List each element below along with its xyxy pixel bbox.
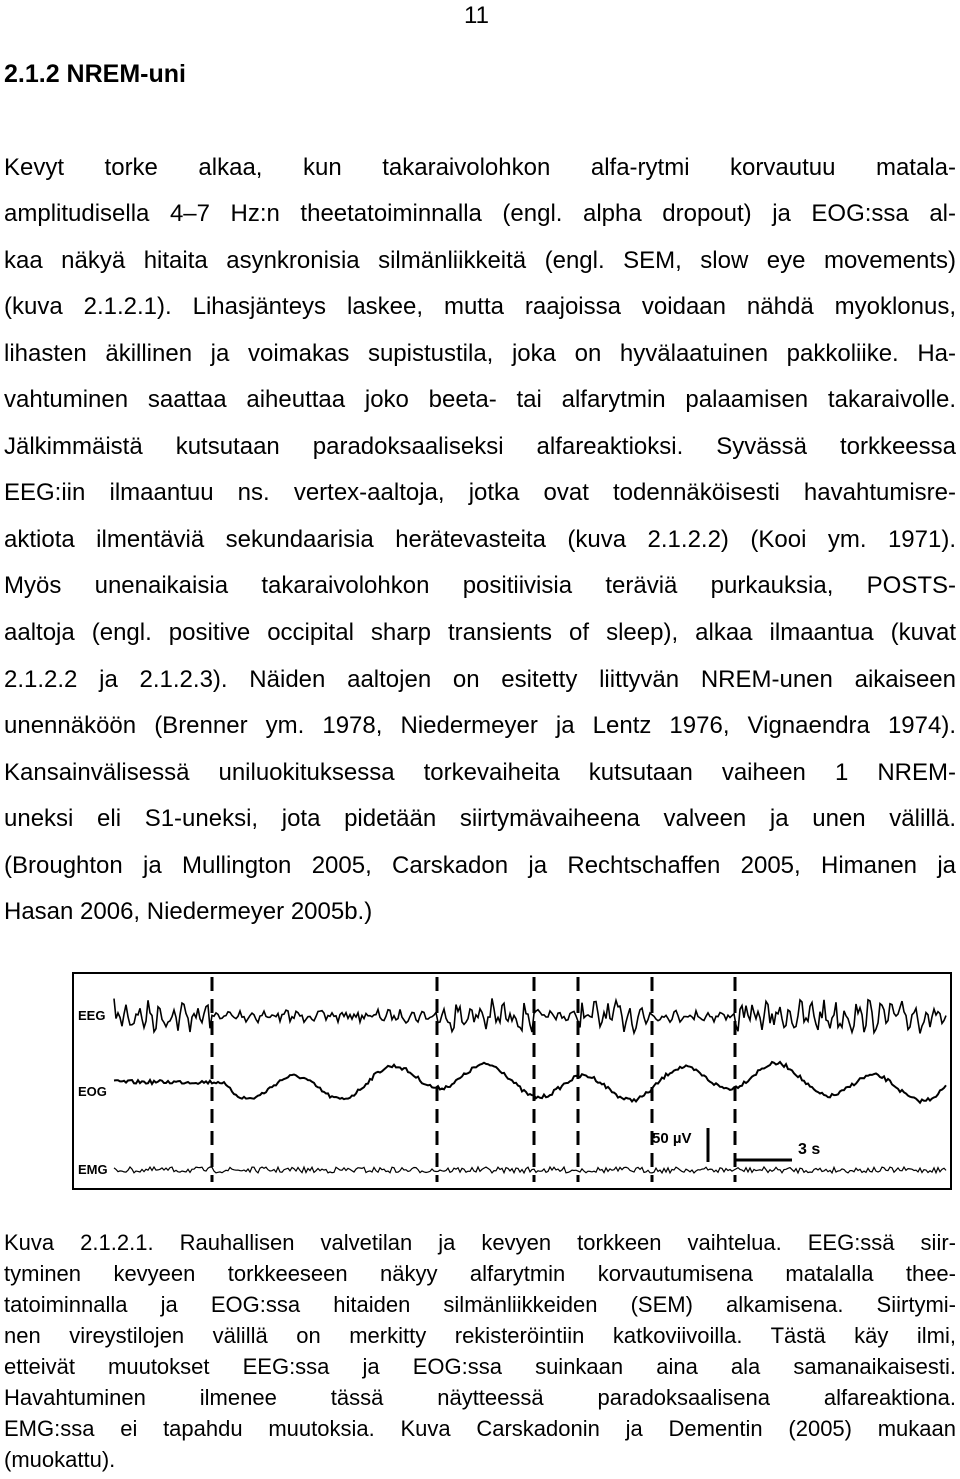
eog-label: EOG [78,1084,107,1099]
body-line: Jälkimmäistä kutsutaan paradoksaaliseksi alfareaktioksi. Syvässä torkkeessa [4,433,956,460]
transition-markers [212,977,735,1182]
body-line: lihasten äkillinen ja voimakas supistustila, joka on hyvälaatuinen pakkoliike. Ha- [4,340,956,367]
body-line: amplitudisella 4–7 Hz:n theetatoiminnalla (engl. alpha dropout) ja EOG:ssa al- [4,200,956,227]
section-heading: 2.1.2 NREM-uni [4,60,186,88]
body-line: kaa näkyä hitaita asynkronisia silmänliikkeitä (engl. SEM, slow eye movements) [4,247,956,274]
caption-line: EMG:ssa ei tapahdu muutoksia. Kuva Carskadonin ja Dementin (2005) mukaan [4,1416,956,1441]
body-line: Myös unenaikaisia takaraivolohkon positiivisia teräviä purkauksia, POSTS- [4,572,956,599]
caption-line: tyminen kevyeen torkkeeseen näkyy alfarytmin korvautumisena matalalla thee- [4,1261,956,1286]
eog-trace [114,1062,946,1103]
emg-trace [114,1167,946,1173]
polysomnography-figure [72,972,952,1190]
body-line: EEG:iin ilmaantuu ns. vertex-aaltoja, jotka ovat todennäköisesti havahtumisre- [4,479,956,506]
body-line: uneksi eli S1-uneksi, jota pidetään siirtymävaiheena valveen ja unen välillä. [4,805,956,832]
body-line: vahtuminen saattaa aiheuttaa joko beeta- tai alfarytmin palaamisen takaraivolle. [4,386,956,413]
body-line: aaltoja (engl. positive occipital sharp transients of sleep), alkaa ilmaantua (kuvat [4,619,956,646]
body-line: Hasan 2006, Niedermeyer 2005b.) [4,898,373,925]
body-line: (kuva 2.1.2.1). Lihasjänteys laskee, mutta raajoissa voidaan nähdä myoklonus, [4,293,956,320]
eeg-trace [114,998,946,1033]
caption-line: nen vireystilojen välillä on merkitty rekisteröintiin katkoviivoilla. Tästä käy ilmi, [4,1323,956,1348]
caption-line: Havahtuminen ilmenee tässä näytteessä paradoksaalisena alfareaktiona. [4,1385,956,1410]
body-line: (Broughton ja Mullington 2005, Carskadon ja Rechtschaffen 2005, Himanen ja [4,852,956,879]
body-line: Kevyt torke alkaa, kun takaraivolohkon alfa-rytmi korvautuu matala- [4,154,956,181]
caption-line: Kuva 2.1.2.1. Rauhallisen valvetilan ja kevyen torkkeen vaihtelua. EEG:ssä siir- [4,1230,956,1255]
eeg-label: EEG [78,1008,106,1023]
caption-line: tatoiminnalla ja EOG:ssa hitaiden silmänliikkeiden (SEM) alkamisena. Siirtymi- [4,1292,956,1317]
amplitude-scale-label: 50 µV [652,1130,692,1147]
page-number: 11 [464,2,489,29]
caption-line: etteivät muutokset EEG:ssa ja EOG:ssa suinkaan aina ala samanaikaisesti. [4,1354,956,1379]
body-line: 2.1.2.2 ja 2.1.2.3). Näiden aaltojen on esitetty liittyvän NREM-unen aikaiseen [4,666,956,693]
figure-traces [72,972,952,1190]
emg-label: EMG [78,1162,108,1177]
body-line: unennäköön (Brenner ym. 1978, Niedermeyer ja Lentz 1976, Vignaendra 1974). [4,712,956,739]
time-scale-label: 3 s [798,1141,821,1158]
caption-line: (muokattu). [4,1447,116,1472]
body-line: Kansainvälisessä uniluokituksessa torkevaiheita kutsutaan vaiheen 1 NREM- [4,759,956,786]
body-line: aktiota ilmentäviä sekundaarisia herätevasteita (kuva 2.1.2.2) (Kooi ym. 1971). [4,526,956,553]
